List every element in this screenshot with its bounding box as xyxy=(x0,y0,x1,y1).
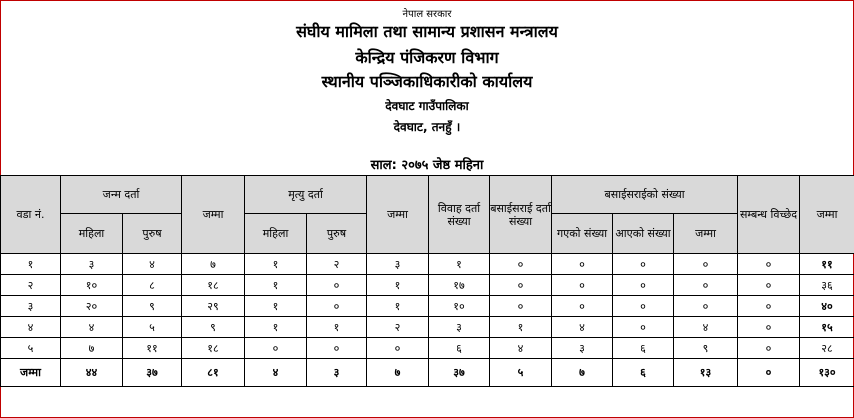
col-birth-registration: जन्म दर्ता xyxy=(61,176,182,214)
table-row xyxy=(1,296,854,317)
table-cell: ० xyxy=(613,275,674,296)
table-cell: ० xyxy=(738,296,800,317)
table-cell: ० xyxy=(674,296,738,317)
department-title: केन्द्रिय पंजिकरण विभाग xyxy=(355,48,499,67)
table-cell: १० xyxy=(61,275,123,296)
table-cell: १ xyxy=(307,317,367,338)
totals-cell: ५ xyxy=(490,359,552,387)
table-cell: ९ xyxy=(182,317,245,338)
table-cell: १ xyxy=(1,254,61,275)
totals-cell: ० xyxy=(738,359,800,387)
table-cell: २९ xyxy=(182,296,245,317)
table-cell: ० xyxy=(245,338,307,359)
table-cell: ४ xyxy=(1,317,61,338)
table-cell: ६ xyxy=(429,338,490,359)
col-migration-came: आएको संख्या xyxy=(613,214,674,254)
table-cell: १ xyxy=(245,317,307,338)
table-cell: ० xyxy=(552,296,613,317)
totals-cell: ३ xyxy=(307,359,367,387)
totals-cell: ७ xyxy=(552,359,613,387)
table-cell: ३ xyxy=(1,296,61,317)
table-cell: ० xyxy=(552,275,613,296)
totals-cell: ३७ xyxy=(429,359,490,387)
col-birth-female: महिला xyxy=(61,214,123,254)
table-cell: ० xyxy=(307,338,367,359)
table-cell: १ xyxy=(429,254,490,275)
table-cell: ० xyxy=(367,338,429,359)
col-marriage: विवाह दर्ता संख्या xyxy=(429,176,490,254)
table-cell: १ xyxy=(367,275,429,296)
table-cell-total: १५ xyxy=(800,317,854,338)
table-cell: ० xyxy=(613,317,674,338)
col-birth-total: जम्मा xyxy=(182,176,245,254)
period-title: साल: २०७५ जेष्ठ महिना xyxy=(370,158,484,173)
col-migration-count: बसाईसराईको संख्या xyxy=(552,176,738,214)
table-cell: ४ xyxy=(552,317,613,338)
table-cell: ७ xyxy=(61,338,123,359)
table-cell: ४ xyxy=(123,254,182,275)
table-cell: ९ xyxy=(674,338,738,359)
table-cell: ० xyxy=(613,254,674,275)
table-cell: ० xyxy=(552,254,613,275)
table-row xyxy=(1,275,854,296)
statistics-table xyxy=(0,175,854,387)
table-cell: १ xyxy=(490,317,552,338)
table-cell: १८ xyxy=(182,275,245,296)
table-cell: १ xyxy=(245,275,307,296)
col-death-registration: मृत्यु दर्ता xyxy=(245,176,367,214)
table-cell: ४ xyxy=(490,338,552,359)
totals-cell: ७ xyxy=(367,359,429,387)
table-cell: ७ xyxy=(182,254,245,275)
table-cell: ३ xyxy=(367,254,429,275)
table-cell: ० xyxy=(307,296,367,317)
totals-cell: ८१ xyxy=(182,359,245,387)
table-cell: ० xyxy=(490,275,552,296)
col-grand-total: जम्मा xyxy=(800,176,854,254)
table-cell: ० xyxy=(738,254,800,275)
col-birth-male: पुरुष xyxy=(123,214,182,254)
table-cell-total: ४० xyxy=(800,296,854,317)
table-cell: ४ xyxy=(674,317,738,338)
totals-cell: ४ xyxy=(245,359,307,387)
table-row xyxy=(1,338,854,359)
table-cell: ५ xyxy=(123,317,182,338)
table-cell: ३ xyxy=(61,254,123,275)
table-cell: १७ xyxy=(429,275,490,296)
table-cell: ० xyxy=(307,275,367,296)
table-cell: १ xyxy=(367,296,429,317)
table-cell: ० xyxy=(490,296,552,317)
table-cell: ० xyxy=(738,317,800,338)
table-cell: ० xyxy=(674,275,738,296)
table-cell: ९ xyxy=(123,296,182,317)
table-cell: २ xyxy=(307,254,367,275)
table-cell-total: ११ xyxy=(800,254,854,275)
office-title: स्थानीय पञ्जिकाधिकारीको कार्यालय xyxy=(321,72,533,91)
table-row xyxy=(1,317,854,338)
table-cell-total: ३६ xyxy=(800,275,854,296)
totals-label: जम्मा xyxy=(1,359,61,387)
table-cell: ० xyxy=(738,338,800,359)
table-cell: ० xyxy=(613,296,674,317)
table-cell: १ xyxy=(245,254,307,275)
table-cell: १८ xyxy=(182,338,245,359)
totals-cell: ६ xyxy=(613,359,674,387)
col-death-female: महिला xyxy=(245,214,307,254)
table-cell: ० xyxy=(738,275,800,296)
table-cell: ३ xyxy=(429,317,490,338)
totals-cell: ३७ xyxy=(123,359,182,387)
totals-cell: ४४ xyxy=(61,359,123,387)
col-migration-gone: गएको संख्या xyxy=(552,214,613,254)
table-cell: ० xyxy=(674,254,738,275)
col-death-total: जम्मा xyxy=(367,176,429,254)
location-title: देवघाट, तनहुँ । xyxy=(393,120,461,134)
table-cell: ६ xyxy=(613,338,674,359)
table-cell: ११ xyxy=(123,338,182,359)
totals-cell-grand: १३० xyxy=(800,359,854,387)
table-cell: २ xyxy=(1,275,61,296)
table-cell-total: २८ xyxy=(800,338,854,359)
table-row xyxy=(1,254,854,275)
table-cell: २० xyxy=(61,296,123,317)
table-cell: ३ xyxy=(552,338,613,359)
table-cell: ४ xyxy=(61,317,123,338)
ministry-title: संघीय मामिला तथा सामान्य प्रशासन मन्त्रालय xyxy=(296,22,558,41)
col-ward: वडा नं. xyxy=(1,176,61,254)
table-cell: १ xyxy=(245,296,307,317)
table-cell: ० xyxy=(490,254,552,275)
totals-cell: १३ xyxy=(674,359,738,387)
table-cell: ८ xyxy=(123,275,182,296)
col-migration-total: जम्मा xyxy=(674,214,738,254)
table-cell: १० xyxy=(429,296,490,317)
table-cell: २ xyxy=(367,317,429,338)
govt-label: नेपाल सरकार xyxy=(402,9,452,20)
totals-row xyxy=(1,359,854,387)
col-migration-registration: बसाईसराई दर्ता संख्या xyxy=(490,176,552,254)
col-death-male: पुरुष xyxy=(307,214,367,254)
col-divorce: सम्बन्ध विच्छेद xyxy=(738,176,800,254)
table-cell: ५ xyxy=(1,338,61,359)
municipality-title: देवघाट गाउँपालिका xyxy=(385,99,469,113)
